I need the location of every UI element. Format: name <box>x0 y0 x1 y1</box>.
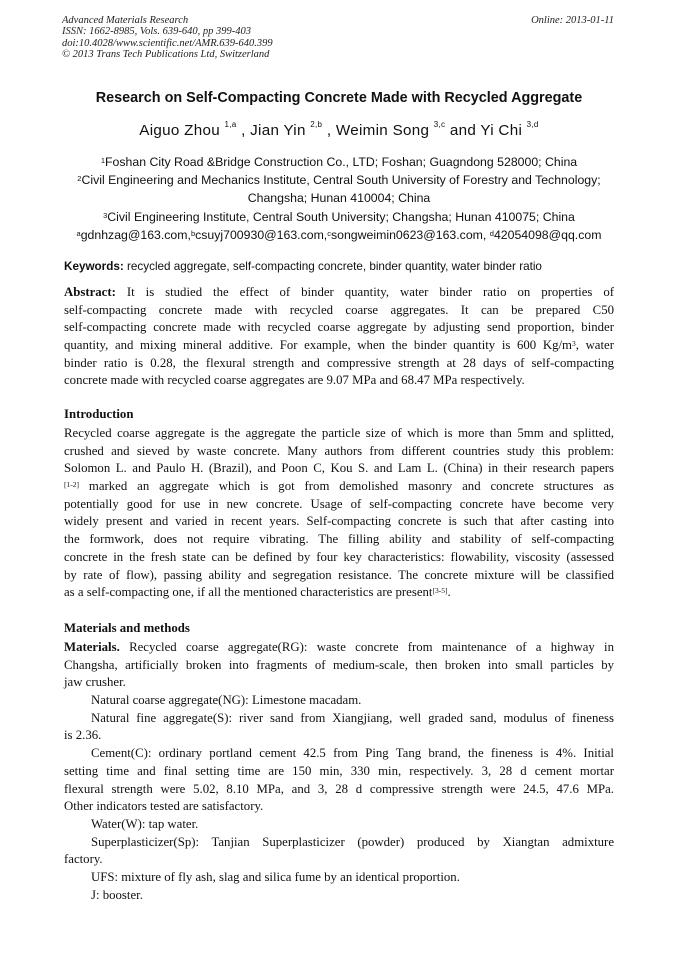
paper-title: Research on Self-Compacting Concrete Made with Recycled Aggregate <box>95 90 583 106</box>
superscript: 3 <box>571 339 576 349</box>
body-line: Cement(C): ordinary portland cement 42.5 from Ping Tang brand, the fineness is 4%. Initial <box>91 746 614 761</box>
author-and: and <box>449 122 477 139</box>
body-line <box>64 639 614 657</box>
author-name: Aiguo Zhou <box>139 122 220 139</box>
keywords-text: recycled aggregate, self-compacting concrete, binder quantity, water binder ratio <box>127 260 542 273</box>
body-line: factory. <box>64 852 103 867</box>
email-list <box>0 226 678 244</box>
body-line: jaw crusher. <box>64 675 126 690</box>
author-list <box>0 122 678 139</box>
body-line: J: booster. <box>91 887 143 902</box>
author-affiliation-mark: 3,d <box>526 120 539 129</box>
affiliations <box>0 153 678 244</box>
body-line: UFS: mixture of fly ash, slag and silica fume by an identical proportion. <box>91 869 460 884</box>
author-separator: , <box>326 122 332 139</box>
body-line: by rate of flow), passing ability and segregation resistance. The concrete mixture will be classified <box>64 567 614 582</box>
body-line: Solomon L. and Paulo H. (Brazil), and Poon C, Kou S. and Lam L. (China) in their research papers <box>64 461 614 476</box>
email-mark: d <box>489 228 494 238</box>
author-separator: , <box>241 122 246 139</box>
body-line: flexural strength were 5.02, 8.10 MPa, and 3, 28 d compressive strength were 24.5, 47.6 MPa. <box>64 781 614 796</box>
affiliation-mark: 3 <box>103 210 108 220</box>
email-link[interactable]: gdnhzag@163.com, <box>80 227 191 242</box>
body-line: setting time and final setting time are 150 min, 330 min, respectively. 3, 28 d cement mortar <box>64 763 614 778</box>
abstract-line: self-compacting concrete made with recycled coarse aggregate by adjusting send proportion, binder <box>64 320 614 335</box>
materials-body <box>64 639 614 904</box>
body-line: Other indicators tested are satisfactory. <box>64 799 264 814</box>
body-text: Recycled coarse aggregate(RG): waste concrete from maintenance of a highway in <box>129 640 615 654</box>
author-affiliation-mark: 1,a <box>224 120 237 129</box>
author-name: Jian Yin <box>250 122 306 139</box>
author-name: Yi Chi <box>480 122 523 139</box>
affiliation-mark: 1 <box>100 156 106 165</box>
body-line: crushed and sieved by waste concrete. Many authors from different countries study this problem: <box>64 443 614 458</box>
body-line: Water(W): tap water. <box>91 816 199 831</box>
abstract-text: It is studied the effect of binder quantity, water binder ratio on properties of <box>126 285 614 299</box>
abstract-line <box>64 284 614 302</box>
citation-ref[interactable]: [3-5] <box>432 586 448 596</box>
body-line: Natural coarse aggregate(NG): Limestone macadam. <box>91 693 362 708</box>
author-affiliation-mark: 3,c <box>433 120 446 129</box>
journal-issn: ISSN: 1662-8985, Vols. 639-640, pp 399-403 <box>62 26 251 38</box>
journal-name: Advanced Materials Research <box>62 15 189 26</box>
journal-doi: doi:10.4028/www.scientific.net/AMR.639-640.399 <box>62 37 273 49</box>
body-line: Changsha, artificially broken into fragments of medium-scale, then broken into small particles by <box>64 657 614 672</box>
affiliation-2 <box>0 171 678 189</box>
introduction-body <box>64 425 614 602</box>
body-line: Recycled coarse aggregate is the aggregate the particle size of which is more than 5mm and splitted, <box>64 426 614 440</box>
abstract-text: quantity, and mixing mineral additive. For example, when the binder quantity is 600 Kg/m <box>64 338 572 353</box>
body-line: Natural fine aggregate(S): river sand from Xiangjiang, well graded sand, modulus of fineness <box>91 710 614 725</box>
keywords-label: Keywords: <box>64 260 124 273</box>
email-mark: a <box>76 228 81 238</box>
body-line: is 2.36. <box>64 728 102 743</box>
introduction-heading: Introduction <box>64 407 134 421</box>
body-line: widely present and varied in recent years. Self-compacting concrete is such that after casting into <box>64 514 614 529</box>
abstract-line: self-compacting concrete made with recycled coarse aggregates. It can be prepared C50 <box>64 302 614 317</box>
author-affiliation-mark: 2,b <box>310 120 323 129</box>
affiliation-text: Civil Engineering and Mechanics Institute, Central South University of Forestry and Technology; <box>81 173 601 188</box>
abstract-label: Abstract: <box>64 285 116 299</box>
author-name: Weimin Song <box>335 122 430 139</box>
affiliation-mark: 2 <box>77 174 82 184</box>
affiliation-2-cont: Changsha; Hunan 410004; China <box>247 191 431 206</box>
citation-ref[interactable]: [1-2] <box>64 480 79 490</box>
body-text: marked an aggregate which is got from demolished masonry and concrete structures as <box>88 479 614 494</box>
body-line <box>64 584 614 602</box>
online-date: Online: 2013-01-11 <box>531 15 614 26</box>
affiliation-text: Civil Engineering Institute, Central South University; Changsha; Hunan 410075; China <box>107 209 575 224</box>
abstract-line: concrete made with recycled coarse aggregates are 9.07 MPa and 68.47 MPa respectively. <box>64 373 525 388</box>
body-line: Superplasticizer(Sp): Tanjian Superplasticizer (powder) produced by Xiangtan admixture <box>91 834 614 849</box>
body-text: as a self-compacting one, if all the mentioned characteristics are present <box>64 585 433 600</box>
email-mark: b <box>190 228 196 238</box>
materials-heading: Materials and methods <box>64 621 190 635</box>
affiliation-3 <box>0 208 678 226</box>
journal-copyright: © 2013 Trans Tech Publications Ltd, Switzerland <box>62 49 270 61</box>
body-text: . <box>447 585 451 600</box>
email-mark: c <box>327 228 331 238</box>
body-line: potentially good for use in new concrete. Usage of self-compacting concrete have become very <box>64 496 614 511</box>
materials-label: Materials. <box>64 640 120 654</box>
keywords <box>64 260 624 273</box>
email-link[interactable]: 42054098@qq.com <box>493 227 602 242</box>
email-link[interactable]: songweimin0623@163.com, <box>330 227 487 242</box>
abstract-line <box>64 337 614 355</box>
body-line: the formwork, does not require vibrating. The filling ability and stability of self-compacting <box>64 532 614 547</box>
abstract-line: binder ratio is 0.28, the flexural strength and compressive strength at 28 days of self-compacting <box>64 355 614 370</box>
email-link[interactable]: csuyj700930@163.com, <box>195 227 328 242</box>
abstract <box>64 284 614 390</box>
abstract-text: , water <box>575 338 614 353</box>
affiliation-text: Foshan City Road &Bridge Construction Co., LTD; Foshan; Guagndong 528000; China <box>105 155 578 169</box>
body-line: concrete in the fresh state can be defined by four key characteristics: flowability, viscosity (assessed <box>64 549 614 564</box>
body-line <box>64 478 614 496</box>
affiliation-1 <box>0 153 678 171</box>
